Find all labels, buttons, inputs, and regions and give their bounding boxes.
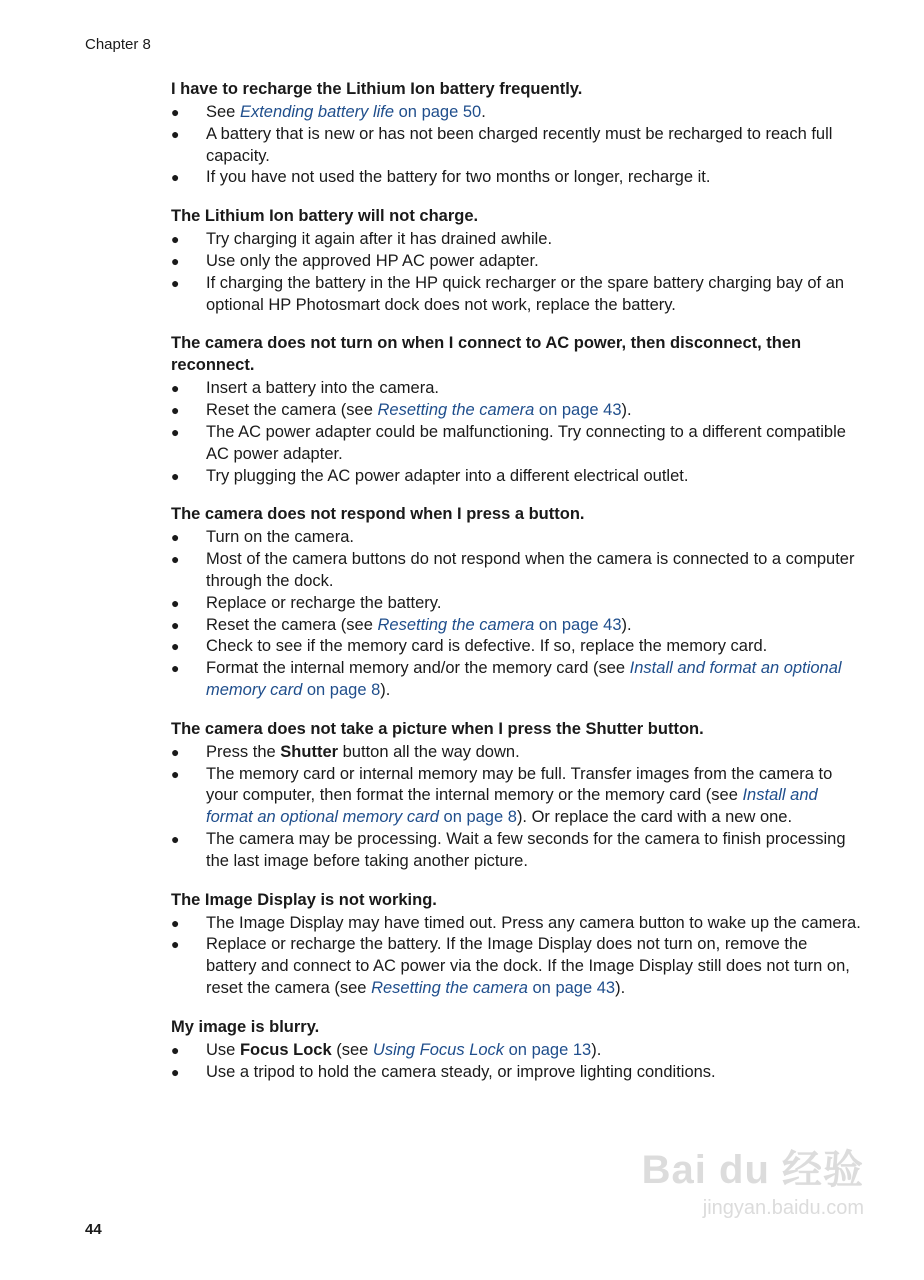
item-text: Use a tripod to hold the camera steady, or improve lighting conditions. bbox=[206, 1062, 716, 1081]
cross-reference-link[interactable] bbox=[371, 979, 528, 997]
page-reference-link[interactable]: on page 13 bbox=[504, 1040, 592, 1059]
chapter-label: Chapter 8 bbox=[85, 36, 151, 53]
page-number: 44 bbox=[85, 1221, 102, 1238]
bullet-icon: ● bbox=[171, 551, 180, 568]
page-reference-link[interactable]: on page 8 bbox=[438, 808, 517, 827]
bullet-list bbox=[171, 229, 861, 316]
item-text: Reset the camera (see bbox=[206, 615, 378, 634]
list-item bbox=[171, 124, 861, 168]
bullet-icon: ● bbox=[171, 1063, 180, 1080]
list-item bbox=[171, 636, 861, 658]
list-item bbox=[171, 273, 861, 317]
bullet-icon: ● bbox=[171, 1041, 180, 1058]
bullet-icon: ● bbox=[171, 380, 180, 397]
section-heading: The camera does not respond when I press a button. bbox=[171, 505, 585, 524]
bullet-icon: ● bbox=[171, 252, 180, 269]
list-item bbox=[171, 913, 861, 935]
cross-reference-link[interactable] bbox=[373, 1041, 504, 1059]
section-heading: The camera does not turn on when I connect to AC power, then disconnect, then reconnect. bbox=[171, 334, 802, 375]
item-text: If you have not used the battery for two months or longer, recharge it. bbox=[206, 168, 711, 187]
item-text: ). bbox=[380, 680, 391, 699]
item-text: The AC power adapter could be malfunctioning. Try connecting to a different compatible AC power adapter. bbox=[206, 422, 846, 463]
item-text: ). bbox=[591, 1040, 602, 1059]
item-text: (see bbox=[331, 1040, 373, 1059]
link-title[interactable]: Extending battery life bbox=[239, 103, 395, 121]
section bbox=[171, 718, 861, 873]
list-item bbox=[171, 829, 861, 873]
bullet-icon: ● bbox=[171, 104, 180, 120]
bullet-icon: ● bbox=[171, 616, 180, 633]
section bbox=[171, 332, 861, 487]
bullet-list bbox=[171, 913, 861, 1000]
item-text: Insert a battery into the camera. bbox=[206, 379, 439, 398]
item-text: Most of the camera buttons do not respond when the camera is connected to a computer through the dock. bbox=[206, 550, 855, 590]
item-text: . bbox=[481, 103, 486, 121]
item-text: Use bbox=[206, 1040, 240, 1059]
item-text: If charging the battery in the HP quick recharger or the spare battery charging bay of an optional HP Photosmart dock does not work, replace the battery. bbox=[206, 273, 845, 314]
item-text: Replace or recharge the battery. bbox=[206, 593, 442, 612]
item-text: The Image Display may have timed out. Press any camera button to wake up the camera. bbox=[206, 913, 861, 932]
list-item bbox=[171, 764, 861, 829]
item-text: Replace or recharge the battery. If the Image Display does not turn on, remove the battery and connect to AC power via the dock. If the Image Display still does not turn on, reset the camera (see bbox=[206, 935, 850, 997]
list-item bbox=[171, 593, 861, 615]
link-title[interactable]: Resetting the camera bbox=[377, 615, 535, 634]
link-title[interactable]: Resetting the camera bbox=[371, 978, 528, 997]
item-text: Turn on the camera. bbox=[206, 528, 354, 547]
item-text: Check to see if the memory card is defective. If so, replace the memory card. bbox=[206, 637, 768, 656]
list-item bbox=[171, 527, 861, 549]
item-text: button all the way down. bbox=[338, 742, 520, 761]
bullet-icon: ● bbox=[171, 402, 180, 419]
bullet-list bbox=[171, 742, 861, 873]
list-item bbox=[171, 658, 861, 702]
item-text: The camera may be processing. Wait a few seconds for the camera to finish processing the last image before taking another picture. bbox=[206, 829, 846, 870]
page-reference-link[interactable]: on page 43 bbox=[534, 615, 622, 634]
bullet-list bbox=[171, 102, 861, 189]
list-item bbox=[171, 934, 861, 999]
section-heading: The Lithium Ion battery will not charge. bbox=[171, 207, 479, 226]
list-item bbox=[171, 1062, 861, 1084]
item-text: A battery that is new or has not been charged recently must be recharged to reach full capacity. bbox=[206, 124, 833, 165]
control-name: Focus Lock bbox=[239, 1040, 332, 1059]
list-item bbox=[171, 400, 861, 422]
control-name: Shutter bbox=[280, 742, 339, 761]
item-text: Use only the approved HP AC power adapter. bbox=[206, 251, 539, 270]
bullet-icon: ● bbox=[171, 638, 180, 655]
bullet-icon: ● bbox=[171, 936, 180, 953]
bullet-icon: ● bbox=[171, 914, 180, 931]
item-text: The memory card or internal memory may be full. Transfer images from the camera to your computer, then format the internal memory or the memory card (see bbox=[206, 764, 833, 805]
list-item bbox=[171, 1040, 861, 1062]
cross-reference-link[interactable] bbox=[378, 616, 535, 634]
item-text: Press the bbox=[206, 742, 281, 761]
bullet-list bbox=[171, 378, 861, 487]
watermark bbox=[642, 1138, 864, 1220]
item-text: Try charging it again after it has drained awhile. bbox=[206, 230, 553, 249]
list-item bbox=[171, 742, 861, 764]
item-text: ). bbox=[621, 401, 632, 420]
section bbox=[171, 78, 861, 189]
watermark-logo: Bai du 经验 bbox=[641, 1148, 864, 1192]
list-item bbox=[171, 167, 861, 189]
bullet-icon: ● bbox=[171, 765, 180, 782]
bullet-icon: ● bbox=[171, 169, 180, 186]
list-item bbox=[171, 422, 861, 466]
link-title[interactable]: Resetting the camera bbox=[377, 401, 535, 420]
item-text: ). bbox=[621, 615, 632, 634]
bullet-icon: ● bbox=[171, 274, 180, 291]
page-reference-link[interactable]: on page 8 bbox=[302, 680, 381, 699]
list-item bbox=[171, 229, 861, 251]
list-item bbox=[171, 102, 861, 124]
item-text: Try plugging the AC power adapter into a different electrical outlet. bbox=[206, 466, 689, 485]
list-item bbox=[171, 549, 861, 593]
page-reference-link[interactable]: on page 50 bbox=[394, 103, 482, 121]
section-heading: I have to recharge the Lithium Ion battery frequently. bbox=[171, 80, 583, 98]
link-title[interactable]: Using Focus Lock bbox=[372, 1040, 505, 1059]
cross-reference-link[interactable] bbox=[378, 401, 535, 419]
link-title[interactable]: Install and format an optional memory card bbox=[206, 786, 818, 827]
bullet-icon: ● bbox=[171, 594, 180, 611]
item-text: ). Or replace the card with a new one. bbox=[516, 808, 793, 827]
page-reference-link[interactable]: on page 43 bbox=[527, 978, 616, 997]
troubleshooting-content bbox=[171, 78, 861, 1099]
bullet-icon: ● bbox=[171, 529, 180, 546]
bullet-icon: ● bbox=[171, 423, 180, 440]
bullet-icon: ● bbox=[171, 125, 180, 142]
list-item bbox=[171, 251, 861, 273]
section bbox=[171, 503, 861, 701]
section bbox=[171, 889, 861, 1000]
bullet-icon: ● bbox=[171, 830, 180, 847]
section-heading: My image is blurry. bbox=[171, 1017, 320, 1036]
page-reference-link[interactable]: on page 43 bbox=[534, 401, 622, 420]
bullet-list bbox=[171, 1040, 861, 1084]
item-text: See bbox=[206, 103, 240, 121]
link-title[interactable]: Install and format an optional memory card bbox=[206, 659, 842, 699]
list-item bbox=[171, 378, 861, 400]
watermark-url: jingyan.baidu.com bbox=[702, 1197, 864, 1219]
bullet-icon: ● bbox=[171, 660, 180, 677]
bullet-icon: ● bbox=[171, 743, 180, 760]
item-text: Reset the camera (see bbox=[206, 401, 378, 420]
section bbox=[171, 1016, 861, 1084]
section bbox=[171, 205, 861, 316]
cross-reference-link[interactable] bbox=[240, 103, 394, 121]
item-text: Format the internal memory and/or the memory card (see bbox=[206, 659, 630, 678]
bullet-icon: ● bbox=[171, 467, 180, 484]
bullet-list bbox=[171, 527, 861, 701]
item-text: ). bbox=[615, 978, 626, 997]
bullet-icon: ● bbox=[171, 231, 180, 248]
section-heading: The camera does not take a picture when I press the Shutter button. bbox=[171, 719, 704, 738]
section-heading: The Image Display is not working. bbox=[171, 890, 437, 909]
list-item bbox=[171, 466, 861, 488]
list-item bbox=[171, 615, 861, 637]
